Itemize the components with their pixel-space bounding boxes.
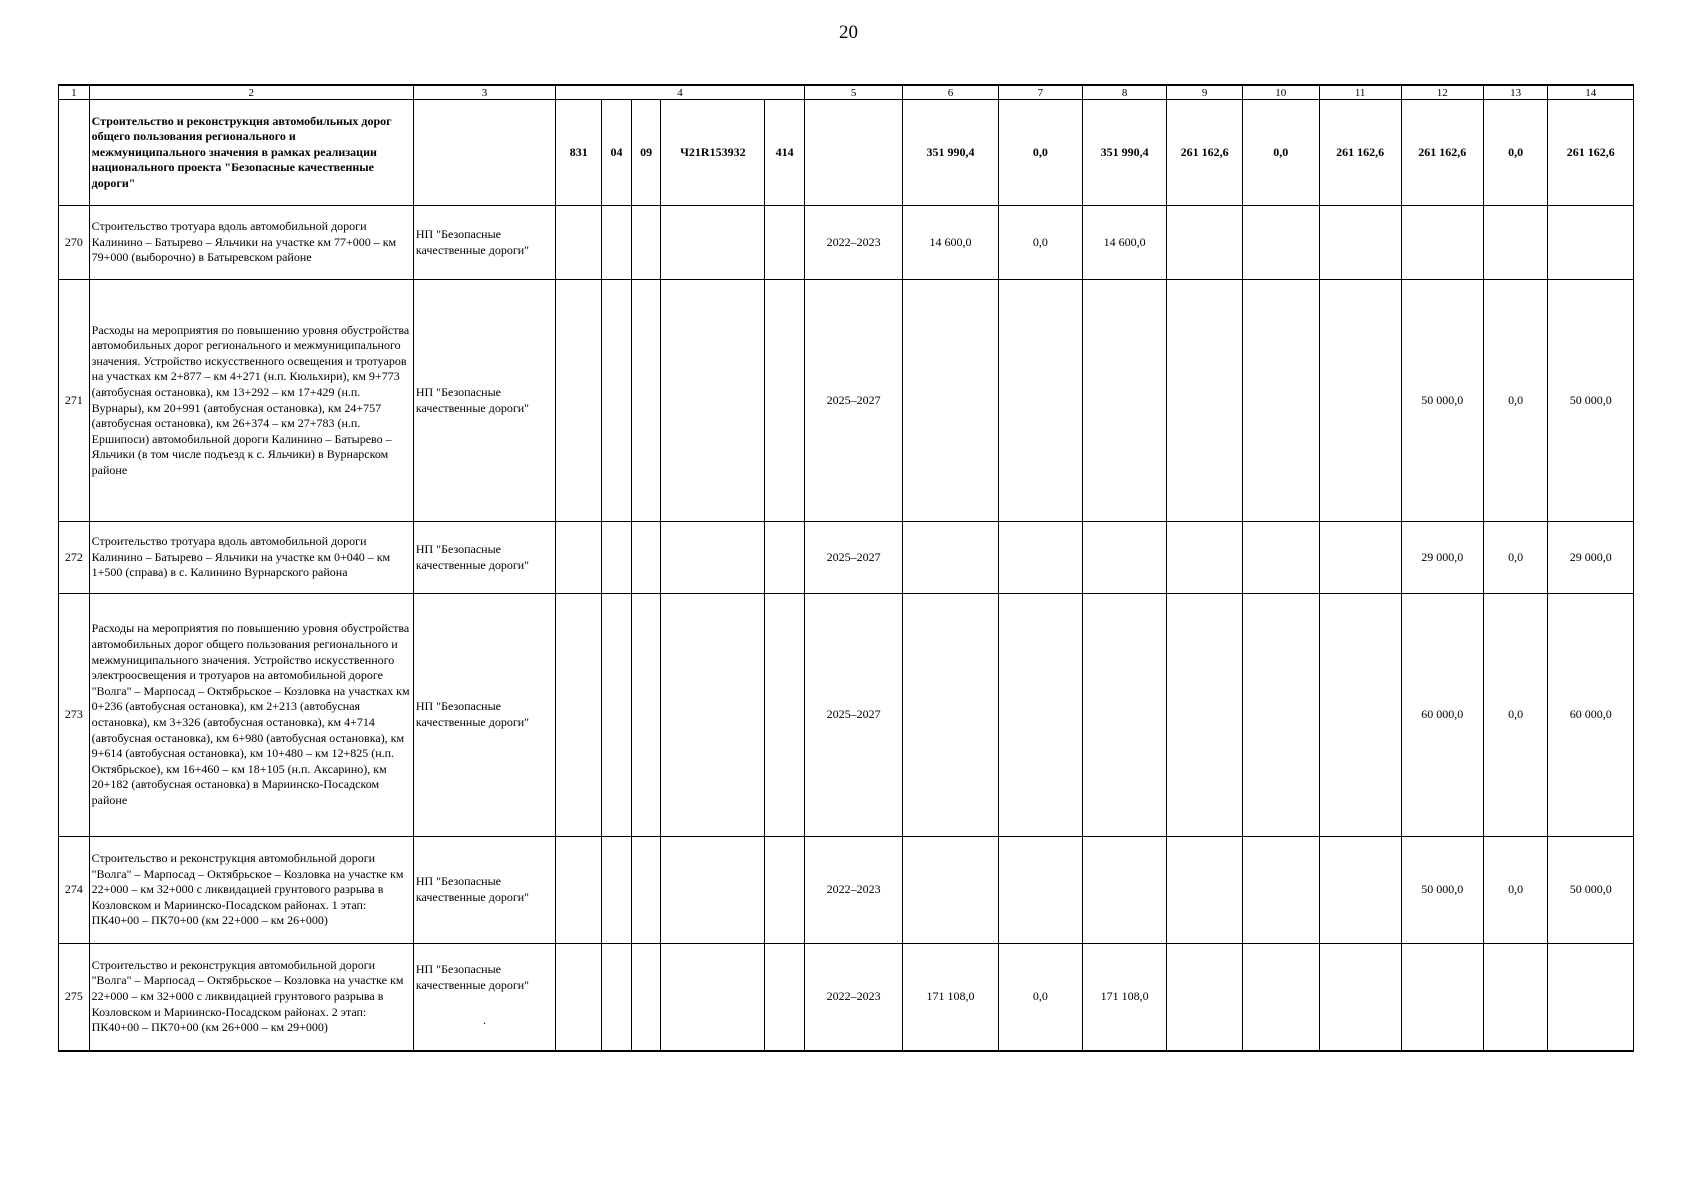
table-row [59,206,1634,280]
code-cell [602,594,632,837]
period-cell [804,100,903,206]
period-cell: 2025–2027 [804,522,903,594]
value-cell [1167,522,1243,594]
value-cell [1319,280,1401,522]
program-cell [413,944,555,1051]
value-cell [903,594,998,837]
budget-table [58,84,1634,1052]
table-row [59,944,1634,1051]
header-cell: 12 [1401,85,1483,100]
code-cell [556,594,602,837]
value-cell: 0,0 [1483,280,1548,522]
header-cell: 5 [804,85,903,100]
value-cell: 50 000,0 [1548,837,1634,944]
row-description: Строительство и реконструкция автомобильной дороги "Волга" – Марпосад – Октябрьское – Козловка на участке км 22+000 – км 32+000 с ликвидацией грунтового разрыва в Козловском и Мариинско-Посадском районах. 2 этап: ПК40+00 – ПК70+00 (км 26+000 – км 29+000) [89,944,413,1051]
code-cell [602,280,632,522]
code-cell [602,944,632,1051]
value-cell [1319,944,1401,1051]
value-cell: 0,0 [1483,594,1548,837]
row-number: 272 [59,522,90,594]
code-expense-type: 414 [765,100,804,206]
value-cell [1319,594,1401,837]
code-cell [556,837,602,944]
value-cell: 0,0 [998,206,1082,280]
row-number: 273 [59,594,90,837]
value-cell [1401,206,1483,280]
value-cell: 29 000,0 [1401,522,1483,594]
code-cell [602,206,632,280]
value-cell: 351 990,4 [903,100,998,206]
value-cell [998,837,1082,944]
value-cell [1167,206,1243,280]
value-cell: 0,0 [1242,100,1319,206]
header-row [59,85,1634,100]
value-cell [1242,280,1319,522]
value-cell [998,594,1082,837]
value-cell: 60 000,0 [1401,594,1483,837]
table-row [59,280,1634,522]
value-cell [1548,206,1634,280]
code-cell [765,206,804,280]
code-cell [631,837,661,944]
program-label: НП "Безопасные качественные дороги" [415,962,530,992]
value-cell [1319,837,1401,944]
header-cell: 9 [1167,85,1243,100]
value-cell: 14 600,0 [1083,206,1167,280]
header-cell: 3 [413,85,555,100]
code-cell [661,594,765,837]
value-cell [998,280,1082,522]
value-cell [998,522,1082,594]
value-cell: 171 108,0 [1083,944,1167,1051]
value-cell: 14 600,0 [903,206,998,280]
header-cell: 8 [1083,85,1167,100]
value-cell [1242,837,1319,944]
code-cell [602,837,632,944]
table-row [59,522,1634,594]
value-cell: 0,0 [1483,837,1548,944]
row-description: Строительство тротуара вдоль автомобильной дороги Калинино – Батырево – Яльчики на участке км 77+000 – км 79+000 (выборочно) в Батыревском районе [89,206,413,280]
value-cell: 0,0 [998,100,1082,206]
program-cell: НП "Безопасные качественные дороги" [413,837,555,944]
code-cell [661,206,765,280]
code-subsection: 09 [631,100,661,206]
code-cell [556,944,602,1051]
program-cell: НП "Безопасные качественные дороги" [413,280,555,522]
value-cell: 261 162,6 [1401,100,1483,206]
value-cell: 0,0 [1483,522,1548,594]
header-cell: 13 [1483,85,1548,100]
period-cell: 2022–2023 [804,837,903,944]
row-description: Расходы на мероприятия по повышению уровня обустройства автомобильных дорог регионального и межмуниципального значения. Устройство искусственного освещения и тротуаров на участках км 2+877 – км 4+271 (н.п. Кюльхири), км 9+773 (автобусная остановка), км 13+292 – км 17+429 (н.п. Вурнары), км 20+991 (автобусная остановка), км 24+757 (автобусная остановка), км 26+374 – км 27+783 (н.п. Ершипоси) автомобильной дороги Калинино – Батырево – Яльчики (в том числе подъезд к с. Яльчики) в Вурнарском районе [89,280,413,522]
code-cell [765,280,804,522]
header-cell: 4 [556,85,805,100]
code-cell [765,522,804,594]
value-cell [1242,206,1319,280]
value-cell [1548,944,1634,1051]
code-cell [661,837,765,944]
value-cell [1083,594,1167,837]
row-number: 270 [59,206,90,280]
value-cell: 50 000,0 [1548,280,1634,522]
code-cell [631,206,661,280]
period-cell: 2022–2023 [804,944,903,1051]
value-cell: 0,0 [998,944,1082,1051]
value-cell: 261 162,6 [1319,100,1401,206]
value-cell [1083,522,1167,594]
period-cell: 2025–2027 [804,594,903,837]
value-cell [903,837,998,944]
code-cell [631,522,661,594]
header-cell: 6 [903,85,998,100]
code-cell [765,944,804,1051]
row-description: Строительство тротуара вдоль автомобильной дороги Калинино – Батырево – Яльчики на участке км 0+040 – км 1+500 (справа) в с. Калинино Вурнарского района [89,522,413,594]
row-number: 274 [59,837,90,944]
row-description: Расходы на мероприятия по повышению уровня обустройства автомобильных дорог общего пользования регионального и межмуниципального значения. Устройство искусственного электроосвещения и тротуаров на автомобильной дороге "Волга" – Марпосад – Октябрьское – Козловка на участках км 0+236 (автобусная остановка), км 2+213 (автобусная остановка), км 3+326 (автобусная остановка), км 4+714 (автобусная остановка), км 6+980 (автобусная остановка), км 9+614 (автобусная остановка), км 10+480 – км 12+825 (н.п. Октябрьское), км 16+460 – км 18+105 (н.п. Аксарино), км 20+182 (автобусная остановка) в Мариинско-Посадском районе [89,594,413,837]
period-cell: 2025–2027 [804,280,903,522]
value-cell: 351 990,4 [1083,100,1167,206]
value-cell: 50 000,0 [1401,280,1483,522]
value-cell [1167,280,1243,522]
code-ministry: 831 [556,100,602,206]
value-cell [1167,837,1243,944]
value-cell: 29 000,0 [1548,522,1634,594]
header-cell: 1 [59,85,90,100]
value-cell [1242,944,1319,1051]
value-cell [1167,594,1243,837]
program-cell: НП "Безопасные качественные дороги" [413,594,555,837]
row-number: 275 [59,944,90,1051]
page-number: 20 [839,22,858,43]
code-cell [661,522,765,594]
code-cell [556,280,602,522]
value-cell [1167,944,1243,1051]
code-cell [631,280,661,522]
code-cell [661,944,765,1051]
value-cell [1483,944,1548,1051]
code-cell [602,522,632,594]
header-cell: 14 [1548,85,1634,100]
value-cell: 261 162,6 [1548,100,1634,206]
code-cell [765,594,804,837]
summary-row [59,100,1634,206]
header-cell: 11 [1319,85,1401,100]
header-cell: 2 [89,85,413,100]
value-cell [1083,837,1167,944]
value-cell [903,280,998,522]
value-cell [1319,522,1401,594]
row-number: 271 [59,280,90,522]
code-cell [661,280,765,522]
value-cell: 171 108,0 [903,944,998,1051]
program-cell [413,100,555,206]
value-cell [1483,206,1548,280]
code-cell [556,206,602,280]
table-row [59,837,1634,944]
code-cell [631,594,661,837]
value-cell [1319,206,1401,280]
program-cell: НП "Безопасные качественные дороги" [413,522,555,594]
value-cell [1242,522,1319,594]
table-row [59,594,1634,837]
row-number [59,100,90,206]
value-cell [1083,280,1167,522]
value-cell: 60 000,0 [1548,594,1634,837]
value-cell [903,522,998,594]
value-cell: 50 000,0 [1401,837,1483,944]
code-cell [556,522,602,594]
header-cell: 10 [1242,85,1319,100]
code-cell [765,837,804,944]
code-cell [631,944,661,1051]
period-cell: 2022–2023 [804,206,903,280]
program-cell: НП "Безопасные качественные дороги" [413,206,555,280]
code-target-item: Ч21R153932 [661,100,765,206]
value-cell [1242,594,1319,837]
summary-description: Строительство и реконструкция автомобильных дорог общего пользования регионального и межмуниципального значения в рамках реализации национального проекта "Безопасные качественные дороги" [89,100,413,206]
value-cell [1401,944,1483,1051]
value-cell: 261 162,6 [1167,100,1243,206]
stray-mark: · [482,1015,487,1030]
header-cell: 7 [998,85,1082,100]
row-description: Строительство и реконструкция автомобильной дороги "Волга" – Марпосад – Октябрьское – Козловка на участке км 22+000 – км 32+000 с ликвидацией грунтового разрыва в Козловском и Мариинско-Посадском районах. 1 этап: ПК40+00 – ПК70+00 (км 22+000 – км 26+000) [89,837,413,944]
code-section: 04 [602,100,632,206]
value-cell: 0,0 [1483,100,1548,206]
